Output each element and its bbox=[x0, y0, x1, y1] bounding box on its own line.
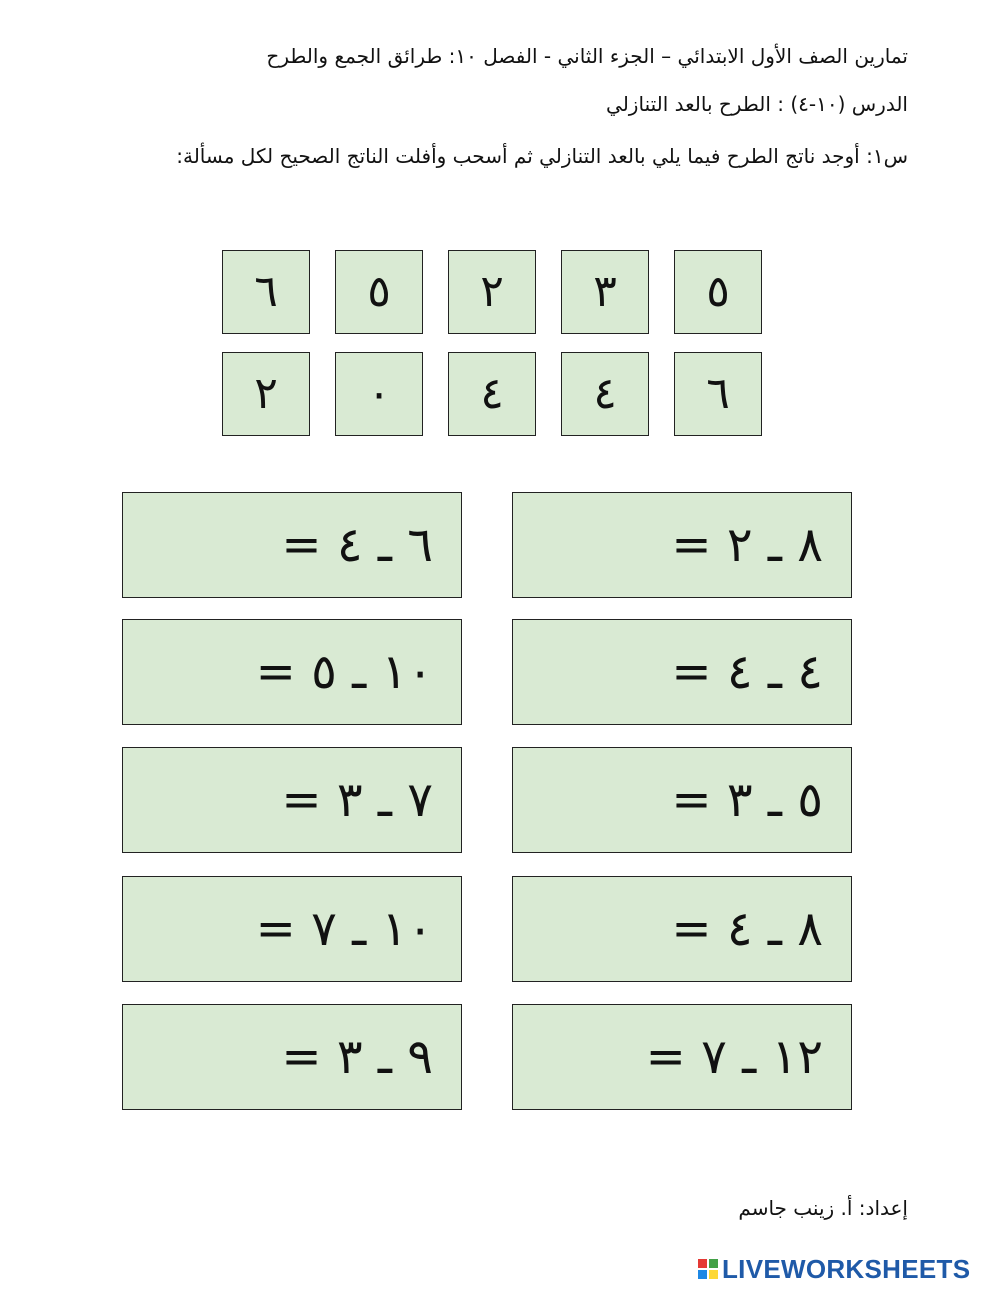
answer-drop-zone[interactable] bbox=[211, 770, 271, 830]
answer-drop-zone[interactable] bbox=[576, 1027, 636, 1087]
question-instruction: س١: أوجد ناتج الطرح فيما يلي بالعد التنازلي ثم أسحب وأفلت الناتج الصحيح لكل مسألة: bbox=[176, 144, 908, 168]
answer-tile[interactable]: ٤ bbox=[448, 352, 536, 436]
problem-equation: ٥ ـ ٣ = bbox=[671, 772, 823, 828]
problem-equation: ١٠ ـ ٧ = bbox=[255, 901, 433, 957]
answer-tiles-row-2 bbox=[222, 352, 762, 436]
problem-equation: ٨ ـ ٤ = bbox=[671, 901, 823, 957]
problem-box-2[interactable] bbox=[122, 492, 462, 598]
problem-box-6[interactable] bbox=[122, 747, 462, 853]
problem-equation: ١٠ ـ ٥ = bbox=[255, 644, 433, 700]
answer-tile[interactable]: ٥ bbox=[674, 250, 762, 334]
answer-drop-zone[interactable] bbox=[601, 642, 661, 702]
problem-box-4[interactable] bbox=[122, 619, 462, 725]
problem-equation: ٦ ـ ٤ = bbox=[281, 517, 433, 573]
answer-drop-zone[interactable] bbox=[186, 899, 246, 959]
problem-box-10[interactable] bbox=[122, 1004, 462, 1110]
problem-box-7[interactable] bbox=[512, 876, 852, 982]
answer-tile[interactable]: ٣ bbox=[561, 250, 649, 334]
answer-tile[interactable]: ٢ bbox=[222, 352, 310, 436]
answer-tile[interactable]: ٢ bbox=[448, 250, 536, 334]
answer-tile[interactable]: ٥ bbox=[335, 250, 423, 334]
answer-drop-zone[interactable] bbox=[211, 515, 271, 575]
answer-tile[interactable]: ٦ bbox=[222, 250, 310, 334]
answer-tile[interactable]: ٦ bbox=[674, 352, 762, 436]
lesson-title: الدرس (١٠-٤) : الطرح بالعد التنازلي bbox=[606, 92, 908, 116]
author-credit: إعداد: أ. زينب جاسم bbox=[738, 1196, 908, 1220]
problem-box-5[interactable] bbox=[512, 747, 852, 853]
answer-tiles-row-1 bbox=[222, 250, 762, 334]
logo-square-yellow bbox=[709, 1270, 718, 1279]
answer-drop-zone[interactable] bbox=[211, 1027, 271, 1087]
problem-box-8[interactable] bbox=[122, 876, 462, 982]
logo-square-red bbox=[698, 1259, 707, 1268]
logo-square-blue bbox=[698, 1270, 707, 1279]
answer-drop-zone[interactable] bbox=[186, 642, 246, 702]
liveworksheets-brand[interactable] bbox=[698, 1254, 970, 1284]
problem-equation: ٤ ـ ٤ = bbox=[671, 644, 823, 700]
problem-box-9[interactable] bbox=[512, 1004, 852, 1110]
answer-drop-zone[interactable] bbox=[601, 770, 661, 830]
answer-tile[interactable]: ٤ bbox=[561, 352, 649, 436]
answer-drop-zone[interactable] bbox=[601, 899, 661, 959]
problem-equation: ١٢ ـ ٧ = bbox=[645, 1029, 823, 1085]
worksheet-title: تمارين الصف الأول الابتدائي – الجزء الثاني - الفصل ١٠: طرائق الجمع والطرح bbox=[266, 44, 908, 68]
problem-box-1[interactable] bbox=[512, 492, 852, 598]
problem-equation: ٧ ـ ٣ = bbox=[281, 772, 433, 828]
liveworksheets-logo-icon bbox=[698, 1259, 718, 1279]
answer-tile[interactable]: ٠ bbox=[335, 352, 423, 436]
answer-drop-zone[interactable] bbox=[601, 515, 661, 575]
brand-name: LIVEWORKSHEETS bbox=[722, 1253, 971, 1284]
problem-equation: ٨ ـ ٢ = bbox=[671, 517, 823, 573]
logo-square-green bbox=[709, 1259, 718, 1268]
problem-box-3[interactable] bbox=[512, 619, 852, 725]
problem-equation: ٩ ـ ٣ = bbox=[281, 1029, 433, 1085]
